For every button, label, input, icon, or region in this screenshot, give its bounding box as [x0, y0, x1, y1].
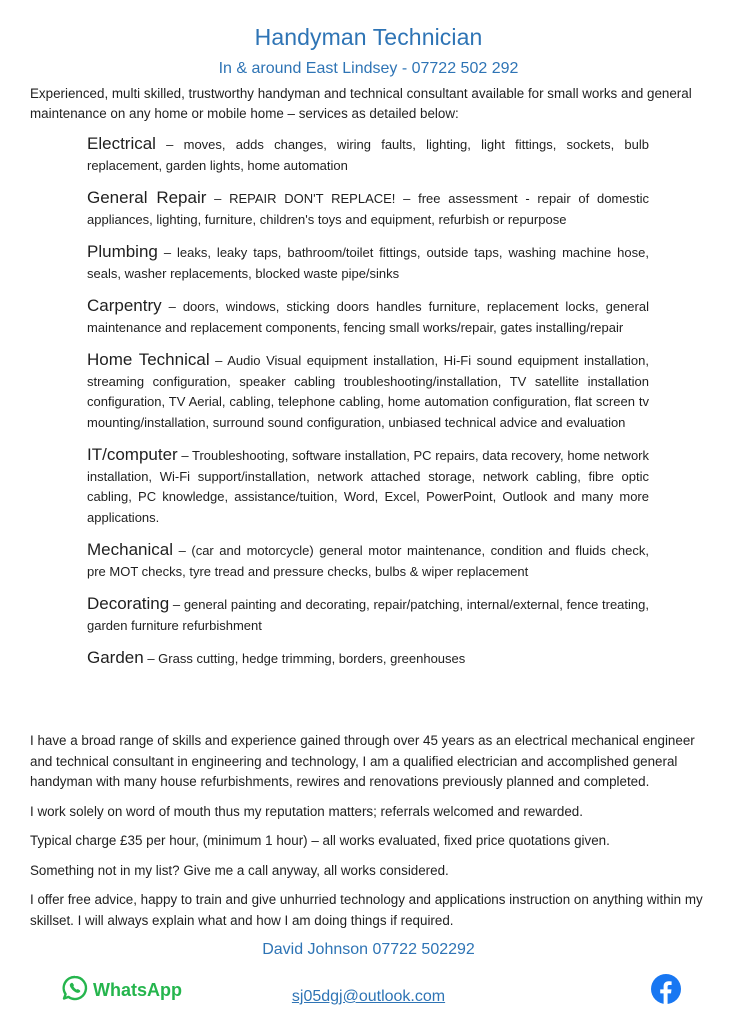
service-item: Carpentry – doors, windows, sticking doors handles furniture, replacement locks, general maintenance and replacement components, fencing small works/repair, gates installing/repair [87, 296, 649, 335]
referrals-paragraph: I work solely on word of mouth thus my reputation matters; referrals welcomed and rewarded. [30, 803, 583, 819]
intro-paragraph: Experienced, multi skilled, trustworthy handyman and technical consultant available for small works and general maintenance on any home or mobile home – services as detailed below: [30, 86, 692, 121]
service-name: IT/computer [87, 445, 178, 464]
service-description: Troubleshooting, software installation, PC repairs, data recovery, home network installation, Wi-Fi support/installation, network attached storage, network cabling, fibre optic cabling, PC knowledge, assistance/tuition, Word, Excel, PowerPoint, Outlook and many more applications. [87, 448, 650, 525]
facebook-link[interactable] [651, 974, 681, 1004]
closing-paragraphs [30, 731, 714, 940]
service-item: Garden – Grass cutting, hedge trimming, borders, greenhouses [87, 648, 466, 667]
service-description: leaks, leaky taps, bathroom/toilet fittings, outside taps, washing machine hose, seals, washer replacements, blocked waste pipe/sinks [87, 245, 649, 281]
whatsapp-label: WhatsApp [93, 980, 182, 1000]
not-listed-paragraph: Something not in my list? Give me a call anyway, all works considered. [30, 862, 449, 878]
service-item: Home Technical – Audio Visual equipment installation, Hi-Fi sound equipment installation, streaming configuration, speaker cabling troubleshooting/installation, TV satellite installation configuration, TV Aerial, cabling, telephone cabling, home automation configuration, flat screen tv mounting/installation, surround sound configuration, unbiased technical advice and evaluation [87, 350, 649, 430]
service-item: Plumbing – leaks, leaky taps, bathroom/toilet fittings, outside taps, washing machine hose, seals, washer replacements, blocked waste pipe/sinks [87, 242, 649, 281]
service-name: Carpentry [87, 296, 162, 315]
service-item: IT/computer – Troubleshooting, software installation, PC repairs, data recovery, home network installation, Wi-Fi support/installation, network attached storage, network cabling, fibre optic cabling, PC knowledge, assistance/tuition, Word, Excel, PowerPoint, Outlook and many more applications. [87, 445, 650, 525]
service-description: Grass cutting, hedge trimming, borders, greenhouses [158, 651, 466, 666]
service-description: moves, adds changes, wiring faults, lighting, light fittings, sockets, bulb replacement, garden lights, home automation [87, 137, 649, 173]
email-link[interactable]: sj05dgj@outlook.com [291, 988, 446, 1005]
service-name: Garden [87, 648, 144, 667]
experience-paragraph: I have a broad range of skills and experience gained through over 45 years as an electrical mechanical engineer and technical consultant in engineering and technology, I am a qualified electrician and accomplished general handyman with many house refurbishments, rewires and renovations previously planned and completed. [30, 733, 695, 789]
service-item: Mechanical – (car and motorcycle) general motor maintenance, condition and fluids check, pre MOT checks, tyre tread and pressure checks, bulbs & wiper replacement [87, 540, 649, 579]
signature: David Johnson 07722 502292 [262, 941, 475, 958]
service-name: Decorating [87, 594, 170, 613]
advice-paragraph: I offer free advice, happy to train and give unhurried technology and applications instruction on anything within my skillset. I will always explain what and how I am doing things if required. [30, 892, 703, 928]
page-title: Handyman Technician [254, 24, 483, 50]
service-name: Electrical [87, 134, 156, 153]
service-description: Audio Visual equipment installation, Hi-Fi sound equipment installation, streaming configuration, speaker cabling troubleshooting/installation, TV satellite installation configuration, TV Aerial, cabling, telephone cabling, home automation configuration, flat screen tv mounting/installation, surround sound configuration, unbiased technical advice and evaluation [87, 353, 649, 430]
service-item: Electrical – moves, adds changes, wiring faults, lighting, light fittings, sockets, bulb replacement, garden lights, home automation [87, 134, 649, 173]
service-name: Plumbing [87, 242, 158, 261]
service-description: (car and motorcycle) general motor maintenance, condition and fluids check, pre MOT checks, tyre tread and pressure checks, bulbs & wiper replacement [87, 543, 649, 579]
service-name: Home Technical [87, 350, 210, 369]
service-description: REPAIR DON'T REPLACE! – free assessment - repair of domestic appliances, lighting, furniture, children's toys and equipment, refurbish or repurpose [87, 191, 649, 227]
service-item: Decorating – general painting and decorating, repair/patching, internal/external, fence treating, garden furniture refurbishment [87, 594, 649, 633]
services-list [87, 134, 649, 682]
service-description: doors, windows, sticking doors handles furniture, replacement locks, general maintenance and replacement components, fencing small works/repair, gates installing/repair [87, 299, 649, 335]
service-description: general painting and decorating, repair/patching, internal/external, fence treating, garden furniture refurbishment [87, 597, 649, 633]
service-name: Mechanical [87, 540, 173, 559]
facebook-icon [651, 991, 681, 1008]
service-item: General Repair – REPAIR DON'T REPLACE! – free assessment - repair of domestic appliances, lighting, furniture, children's toys and equipment, refurbish or repurpose [87, 188, 649, 227]
page-subtitle: In & around East Lindsey - 07722 502 292 [218, 60, 519, 77]
pricing-paragraph: Typical charge £35 per hour, (minimum 1 hour) – all works evaluated, fixed price quotations given. [30, 833, 610, 848]
service-name: General Repair [87, 188, 207, 207]
